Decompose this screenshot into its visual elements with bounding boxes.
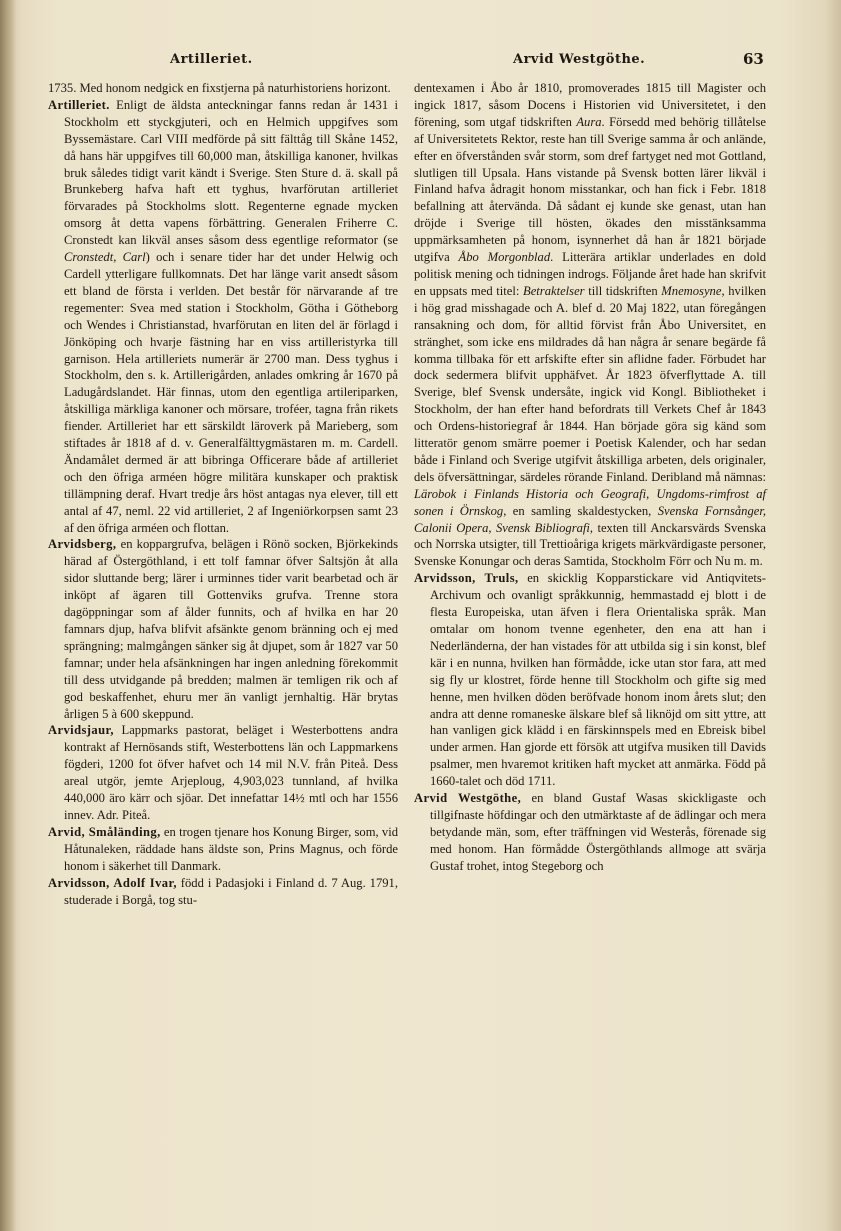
entry-artilleriet: Artilleriet. Enligt de äldsta anteckningar fanns redan år 1431 i Stockholm ett styckgjuteri, och en Helmich uppgifves som Byssemästare. Carl VIII medförde på sitt fälttåg till Skåne 1452, då hans här uppgifves till 60,000 man, åtskilliga kanoner, hvilkas bruk således tidigt varit kändt i Sverige. Sten Sture d. ä. skall på Brunkeberg hafva haft ett tyghus, hvarförutan artilleriet förvarades på Stockholms slott. Regenterne egnade mycken omsorg åt detta vapens förbättring. Generalen Friherre C. Cronstedt kan likväl anses såsom dess egentlige reformator (se Cronstedt, Carl) och i senare tider har det under Helwig och Cardell ytterligare fullkomnats. Det har länge varit ansedt såsom ett bland de första i verlden. Det består för närvarande af tre regementer: Svea med station i Stockholm, Götha i Götheborg och Wendes i Christianstad, hvarförutan en liten del är förlagd i Jönköping och hvarje fästning har en viss artilleristyrka till garnison. Hela artilleriets numerär är 2700 man. Dess tyghus i Stockholm, den s. k. Artillerigården, anlades omkring år 1670 på Ladugårdslandet. Här finnas, utom den egentliga artileriparken, åtskilliga märkliga kanoner och mörsare, troféer, tagna från rikets fiender. Artilleriet har ett särskildt läroverk på Marieberg, som stiftades år 1818 af d. v. Generalfälttygmästaren m. m. Cardell. Ändamålet dermed är att bibringa Officerare både af artilleriet och den öfriga arméen högre militära kunskaper och praktisk tillämpning deraf. Hvart tredje års höst antagas nya elever, till ett antal af 47, neml. 22 vid artilleriet, 2 af Ingeniörkorpsen samt 23 af den öfriga arméen och flottan. [48,97,398,535]
entry-continuation: dentexamen i Åbo år 1810, promoverades 1815 till Magister och ingick 1817, såsom Docens i Historien vid Universitetet, i den förening, som utgaf tidskriften Aura. Försedd med behörig tillåtelse af Universitetets Rektor, reste han till Sverige samma år och anlände, efter en öfverstånden svår storm, som dref fartyget ned mot Gottland, slutligen till Upsala. Hans vistande på Svensk botten lärer likväl i Finland hafva ådragit honom misstankar, och han fick i Febr. 1818 befallning att återvända. Då sådant ej kunde ske genast, utan han dröjde i Sverige till hösten, ökades den misstänksamma uppmärksamheten på honom, isynnerhet då han år 1821 började utgifva Åbo Morgonblad. Litterära artiklar underlades en dold politisk mening och tidningen indrogs. Följande året hade han skrifvit en uppsats med titel: Betraktelser till tidskriften Mnemosyne, hvilken i hög grad misshagade och A. blef d. 20 Maj 1822, utan föregången ransakning och dom, för alltid förvist från Åbo Universitet, en stränghet, som icke ens mildrades då han några år senare begärde få komma tillbaka för ett arfskifte efter sin aflidne fader. Förbudet har dock sedermera blifvit upphäfvet. År 1823 öfverflyttade A. till Sverige, blef Svensk undersåte, ingick vid Kongl. Bibliotheket i Stockholm, der han efter hand befordrats till Verkets Chef år 1843 och Ordens-historiegraf år 1844. Han började göra sig känd som litteratör genom smärre poemer i Poetisk Kalender, och har sedan både i Finland och Sverige utgifvit åtskilliga arbeten, dels originaler, dels öfversättningar, särdeles rörande Finland. Deribland må nämnas: Lärobok i Finlands Historia och Geografi, Ungdoms-rimfrost af sonen i Örnskog, en samling skaldestycken, Svenska Fornsånger, Calonii Opera, Svensk Bibliografi, texten till Anckarsvärds Svenska och Norrska utsigter, till Trettioåriga krigets märkvärdigaste personer, Svenske Konungar och deras Samtida, Stockholm Förr och Nu m. m. [414,81,767,569]
left-running-head: Artilleriet. [170,52,253,67]
entry-arvidsjaur: Arvidsjaur, Lappmarks pastorat, beläget i Westerbottens andra kontrakt af Hernösands stift, Westerbottens län och Lappmarkens fögderi, 1200 fot öfver hafvet och 14 mil N.V. från Piteå. Dess areal utgör, jemte Arjeploug, 4,903,023 tunnland, af hvilka 440,000 äro kärr och sjöar. Det innefattar 14½ mtl och har 1556 innev. Adr. Piteå. [48,723,398,822]
entry-headword: Artilleriet. [48,97,110,112]
left-column [48,80,398,908]
running-header [0,52,841,74]
entry-continuation: 1735. Med honom nedgick en fixstjerna på naturhistoriens horizont. [48,81,391,95]
entry-headword: Arvid, Småländing, [48,824,161,839]
entry-arvidsson-adolf-ivar: Arvidsson, Adolf Ivar, född i Padasjoki i Finland d. 7 Aug. 1791, studerade i Borgå, tog stu- [48,875,398,907]
entry-arvidsberg: Arvidsberg, en koppargrufva, belägen i Rönö socken, Björkekinds härad af Östergöthland, i ett tolf famnar öfver Saltsjön åt alla sidor sluttande berg; lärer i urminnes tider varit bearbetad och är inköpt af ägaren till Gottenviks grufva. Trenne stora dagöppningar som af ålder funnits, och af hvilka en har 20 famnars djup, hafva blifvit afsänkte genom bränning och ej med sprängning; malmgången sänker sig åt djupet, som år 1827 var 50 famnar; under hela afsänkningen har ingen anledning förekommit till dess utvidgande på bredden; malmen är temligen rik och af god beskaffenhet, ehuru mer än vanligt jernhaltig. Här brytas årligen 5 à 600 skeppund. [48,537,398,721]
entry-arvid-westgothe: Arvid Westgöthe, en bland Gustaf Wasas skickligaste och tillgifnaste höfdingar och den utmärktaste af de ädlingar och mera betydande män, som, efter träffningen vid Westerås, förenade sig med honom. Han förmådde Östergöthlands allmoge att svärja Gustaf trohet, intog Stegeborg och [414,791,767,873]
right-column [414,80,766,875]
entry-headword: Arvidsson, Truls, [414,571,519,586]
binding-shadow [0,0,16,1231]
entry-headword: Arvidsberg, [48,537,117,552]
entry-headword: Arvid Westgöthe, [414,791,522,806]
entry-arvid-smalanding: Arvid, Småländing, en trogen tjenare hos Konung Birger, som, vid Håtunaleken, räddade hans äldste son, Prins Magnus, och förde honom i säkerhet till Danmark. [48,824,399,873]
entry-arvidsson-truls: Arvidsson, Truls, en skicklig Kopparstickare vid Antiqvitets-Archivum och ovanligt språkkunnig, hemmastadd ej blott i de flesta Europeiska, utan äfven i flera Orientaliska språk. Man omtalar om honom tvenne egenheter, den ena att han i Nederländerna, der han vistades för att utbilda sig i sin konst, blef kär i en nunna, hvilken han förmådde, icke utan stor fara, att med sig fly ur klostret, förde henne till Stockholm och gifte sig med henne, men hvilken döden beröfvade honom inom årets slut; den andra att denne romaneske älskare blef så liknöjd om sitt yttre, att han vanligen gick klädd i en färskinnspels med en Ebreisk bibel under armen. Han gjorde ett försök att utgifva musiken till Davids psalmer, men hvaremot kritiken haft mycket att anmärka. Född på 1660-talet och död 1711. [414,571,766,789]
page-number: 63 [743,50,764,68]
entry-headword: Arvidsson, Adolf Ivar, [48,875,177,890]
entry-headword: Arvidsjaur, [48,723,114,738]
right-running-head: Arvid Westgöthe. [513,52,646,67]
